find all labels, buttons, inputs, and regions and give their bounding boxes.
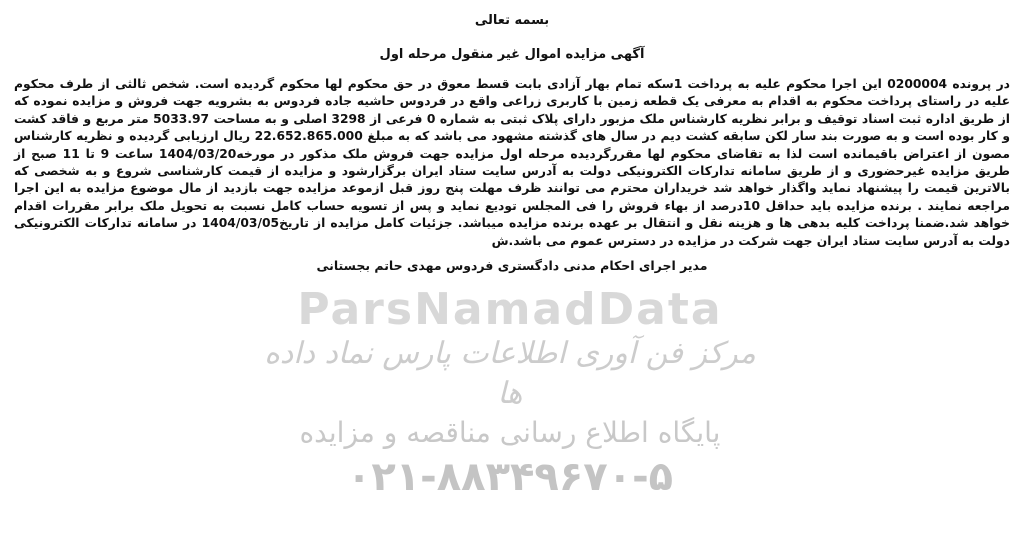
watermark-phone: ۰۲۱-۸۸۳۴۹۶۷۰-۵ (346, 454, 674, 500)
watermark-brand: ParsNamadData (297, 284, 723, 335)
notice-body: در پرونده 0200004 این اجرا محکوم علیه به پرداخت 1سکه تمام بهار آزادی بابت قسط معوق در حق محکوم لها محکوم گردیده است. شخص ثالثی از طرف محکوم علیه در راستای پرداخت محکوم به اقدام به معرفی یک قطعه زمین با کاربری زراعی واقع در فردوس حاشیه جاده فردوس به بشرویه جهت فروش و مزایده نموده که از طریق اداره ثبت اسناد توقیف و برابر نظریه کارشناس ملک مزبور دارای پلاک ثبتی به شماره 0 فرعی از 3298 اصلی و به مساحت 5033.97 متر مربع و فاقد کشت و کار بوده است و به صورت بند سار لکن سابقه کشت دیم در سال های گذشته مشهود می باشد که به مبلغ 22.652.865.000 ریال ارزیابی گردیده و نظریه کارشناس مصون از اعتراض باقیمانده است لذا به تقاضای محکوم لها مقررگردیده مرحله اول مزایده جهت فروش ملک مذکور در مورخه1404/03/20 ساعت 9 تا 11 صبح از طریق مزایده غیرحضوری و از طریق سامانه تدارکات الکترونیکی دولت به آدرس سایت ستاد ایران برگزارشود و مزایده از قیمت کارشناسی شروع و به شخصی که بالاترین قیمت را پیشنهاد نماید واگذار خواهد شد خریداران محترم می توانند ظرف مهلت پنج روز قبل ازموعد مزایده جهت بازدید از مال موضوع مزایده به این اجرا مراجعه نمایند . برنده مزایده باید حداقل 10درصد از بهاء فروش را فی المجلس تودیع نماید و پس از تسویه حساب کامل نسبت به تحویل ملک برابر مقررات اقدام خواهد شد.ضمنا پرداخت کلیه بدهی ها و هزینه نقل و انتقال بر عهده برنده مزایده میباشد. جزئیات کامل مزایده از تاریخ1404/03/05 در سامانه تدارکات الکترونیکی دولت به آدرس سایت ستاد ایران جهت شرکت در مزایده در دسترس عموم می باشد.ش (14, 77, 1011, 248)
watermark (250, 286, 770, 502)
watermark-company-line: مرکز فن آوری اطلاعات پارس نماد داده ها (264, 336, 756, 411)
notice-signature: مدیر اجرای احکام مدنی دادگستری فردوس مهدی حاتم بجستانی (316, 258, 708, 274)
watermark-tagline: پایگاه اطلاع رسانی مناقصه و مزایده (299, 416, 721, 449)
notice-title: آگهی مزایده اموال غیر منقول مرحله اول (379, 47, 645, 62)
bismillah-heading: بسمه تعالی (474, 13, 550, 28)
